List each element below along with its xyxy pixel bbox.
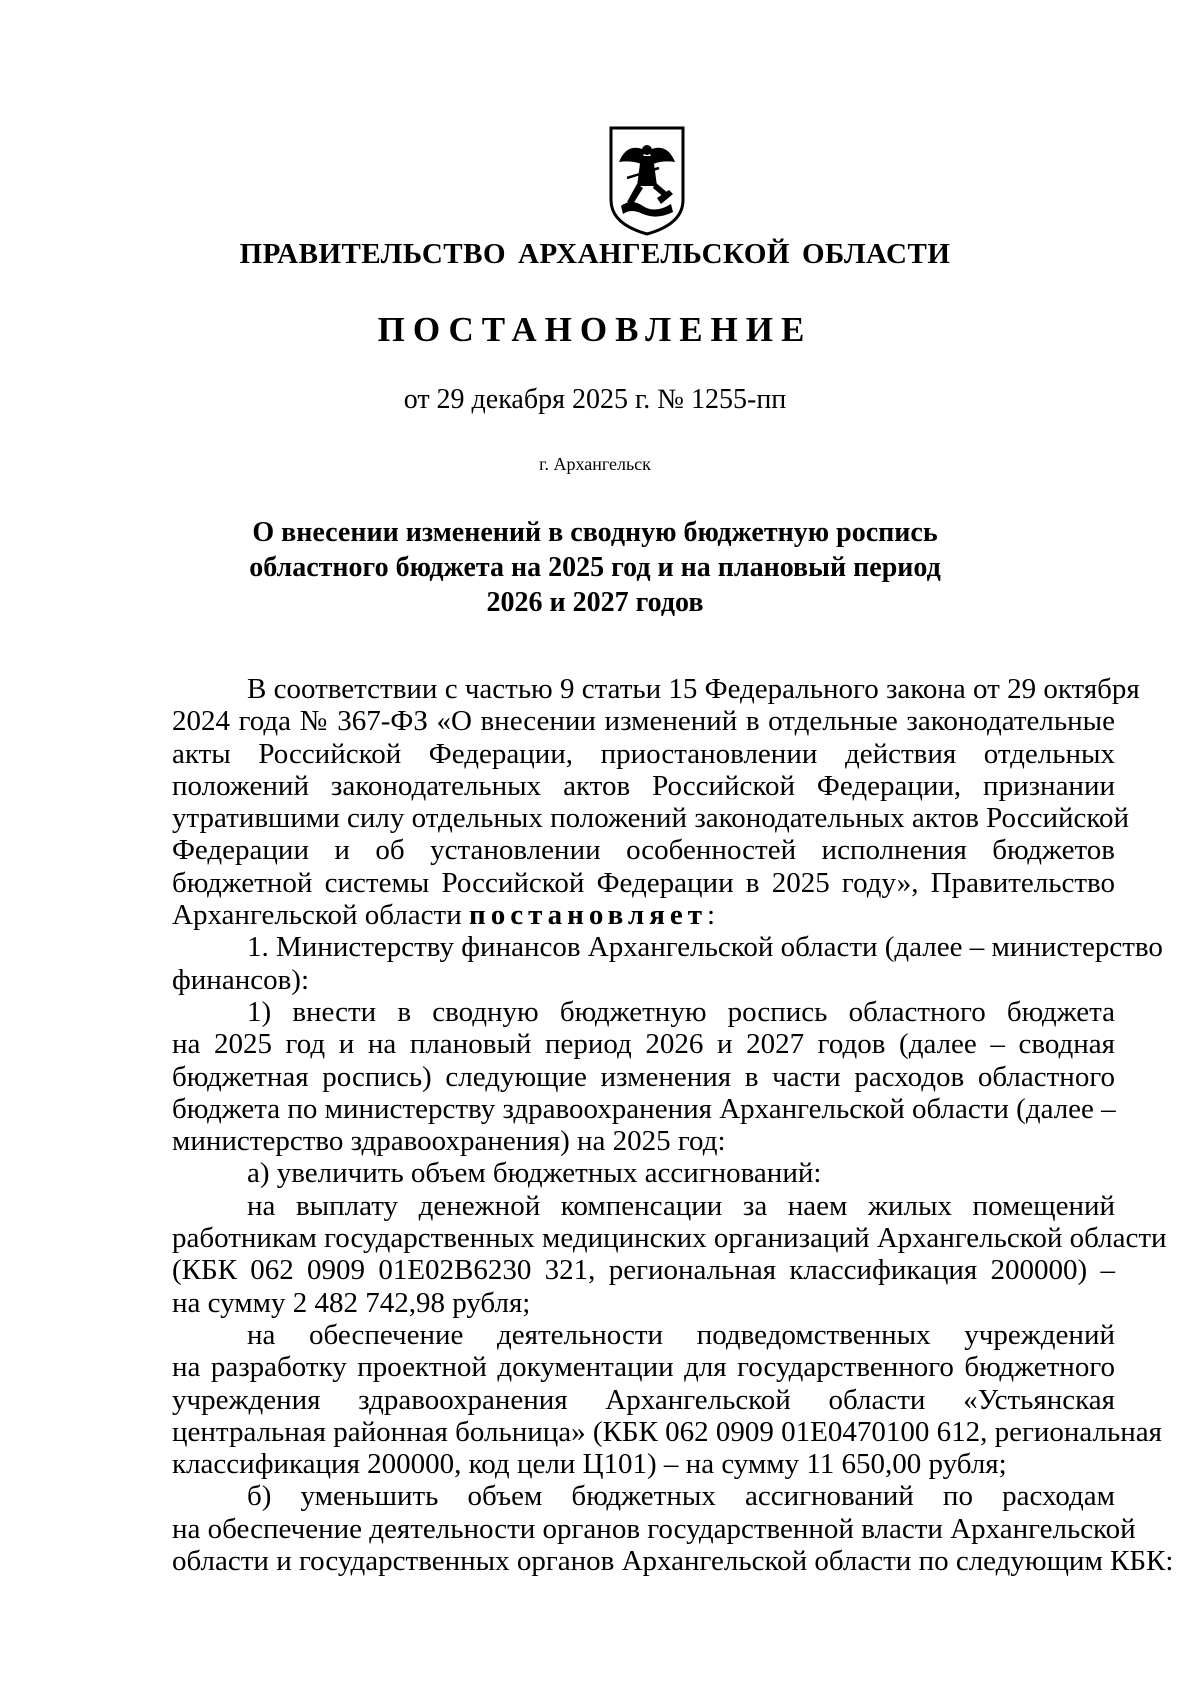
title-line: О внесении изменений в сводную бюджетную роспись xyxy=(252,517,938,548)
body-line: классификация 200000, код цели Ц101) – на сумму 11 650,00 рубля; xyxy=(172,1448,1007,1481)
body-line: положений законодательных актов Российской Федерации, признании xyxy=(172,769,1115,802)
title-line: 2026 и 2027 годов xyxy=(486,587,704,618)
body-line: (КБК 062 0909 01Е02В6230 321, региональная классификация 200000) – xyxy=(172,1254,1115,1287)
government-name: ПРАВИТЕЛЬСТВО АРХАНГЕЛЬСКОЙ ОБЛАСТИ xyxy=(239,238,951,270)
body-line: бюджетной системы Российской Федерации в 2025 году», Правительство xyxy=(172,866,1115,899)
body-line: а) увеличить объем бюджетных ассигнований: xyxy=(247,1157,822,1190)
body-line: акты Российской Федерации, приостановлении действия отдельных xyxy=(172,737,1115,770)
body-line: на сумму 2 482 742,98 рубля; xyxy=(172,1286,531,1319)
document-title xyxy=(0,515,1190,620)
body-line: бюджетная роспись) следующие изменения в части расходов областного xyxy=(172,1060,1115,1093)
body-line: бюджета по министерству здравоохранения Архангельской области (далее – xyxy=(172,1092,1116,1125)
body-line: на разработку проектной документации для государственного бюджетного xyxy=(172,1351,1115,1384)
body-line: министерство здравоохранения) на 2025 год: xyxy=(172,1125,726,1158)
body-line: б) уменьшить объем бюджетных ассигнований по расходам xyxy=(247,1480,1115,1513)
body-line: на 2025 год и на плановый период 2026 и 2027 годов (далее – сводная xyxy=(172,1028,1115,1061)
document-type: ПОСТАНОВЛЕНИЕ xyxy=(377,310,813,349)
body-line: центральная районная больница» (КБК 062 0909 01Е0470100 612, региональная xyxy=(172,1415,1162,1448)
body-line: Архангельской области постановляет: xyxy=(172,899,716,932)
body-line: Федерации и об установлении особенностей исполнения бюджетов xyxy=(172,834,1115,867)
body-line: работникам государственных медицинских организаций Архангельской области xyxy=(172,1222,1167,1255)
city: г. Архангельск xyxy=(539,454,651,474)
body-line: на обеспечение деятельности органов государственной власти Архангельской xyxy=(172,1512,1136,1545)
body-line: на обеспечение деятельности подведомственных учреждений xyxy=(247,1318,1115,1351)
body-line: 1) внести в сводную бюджетную роспись областного бюджета xyxy=(247,995,1115,1028)
body-line: 2024 года № 367-ФЗ «О внесении изменений в отдельные законодательные xyxy=(172,705,1115,738)
body-line: 1. Министерству финансов Архангельской области (далее – министерство xyxy=(247,931,1163,964)
body-line: области и государственных органов Архангельской области по следующим КБК: xyxy=(172,1545,1174,1578)
body-line: В соответствии с частью 9 статьи 15 Федерального закона от 29 октября xyxy=(247,673,1140,705)
decree-word: постановляет xyxy=(468,899,708,932)
body-line: финансов): xyxy=(172,963,309,996)
title-line: областного бюджета на 2025 год и на плановый период xyxy=(249,552,941,583)
body-line: учреждения здравоохранения Архангельской области «Устьянская xyxy=(172,1383,1115,1416)
document-body xyxy=(172,673,1174,1578)
coat-of-arms-icon xyxy=(597,120,697,240)
body-line: на выплату денежной компенсации за наем жилых помещений xyxy=(247,1189,1115,1222)
date-and-number: от 29 декабря 2025 г. № 1255-пп xyxy=(403,384,787,415)
body-line: утратившими силу отдельных положений законодательных актов Российской xyxy=(172,802,1130,835)
